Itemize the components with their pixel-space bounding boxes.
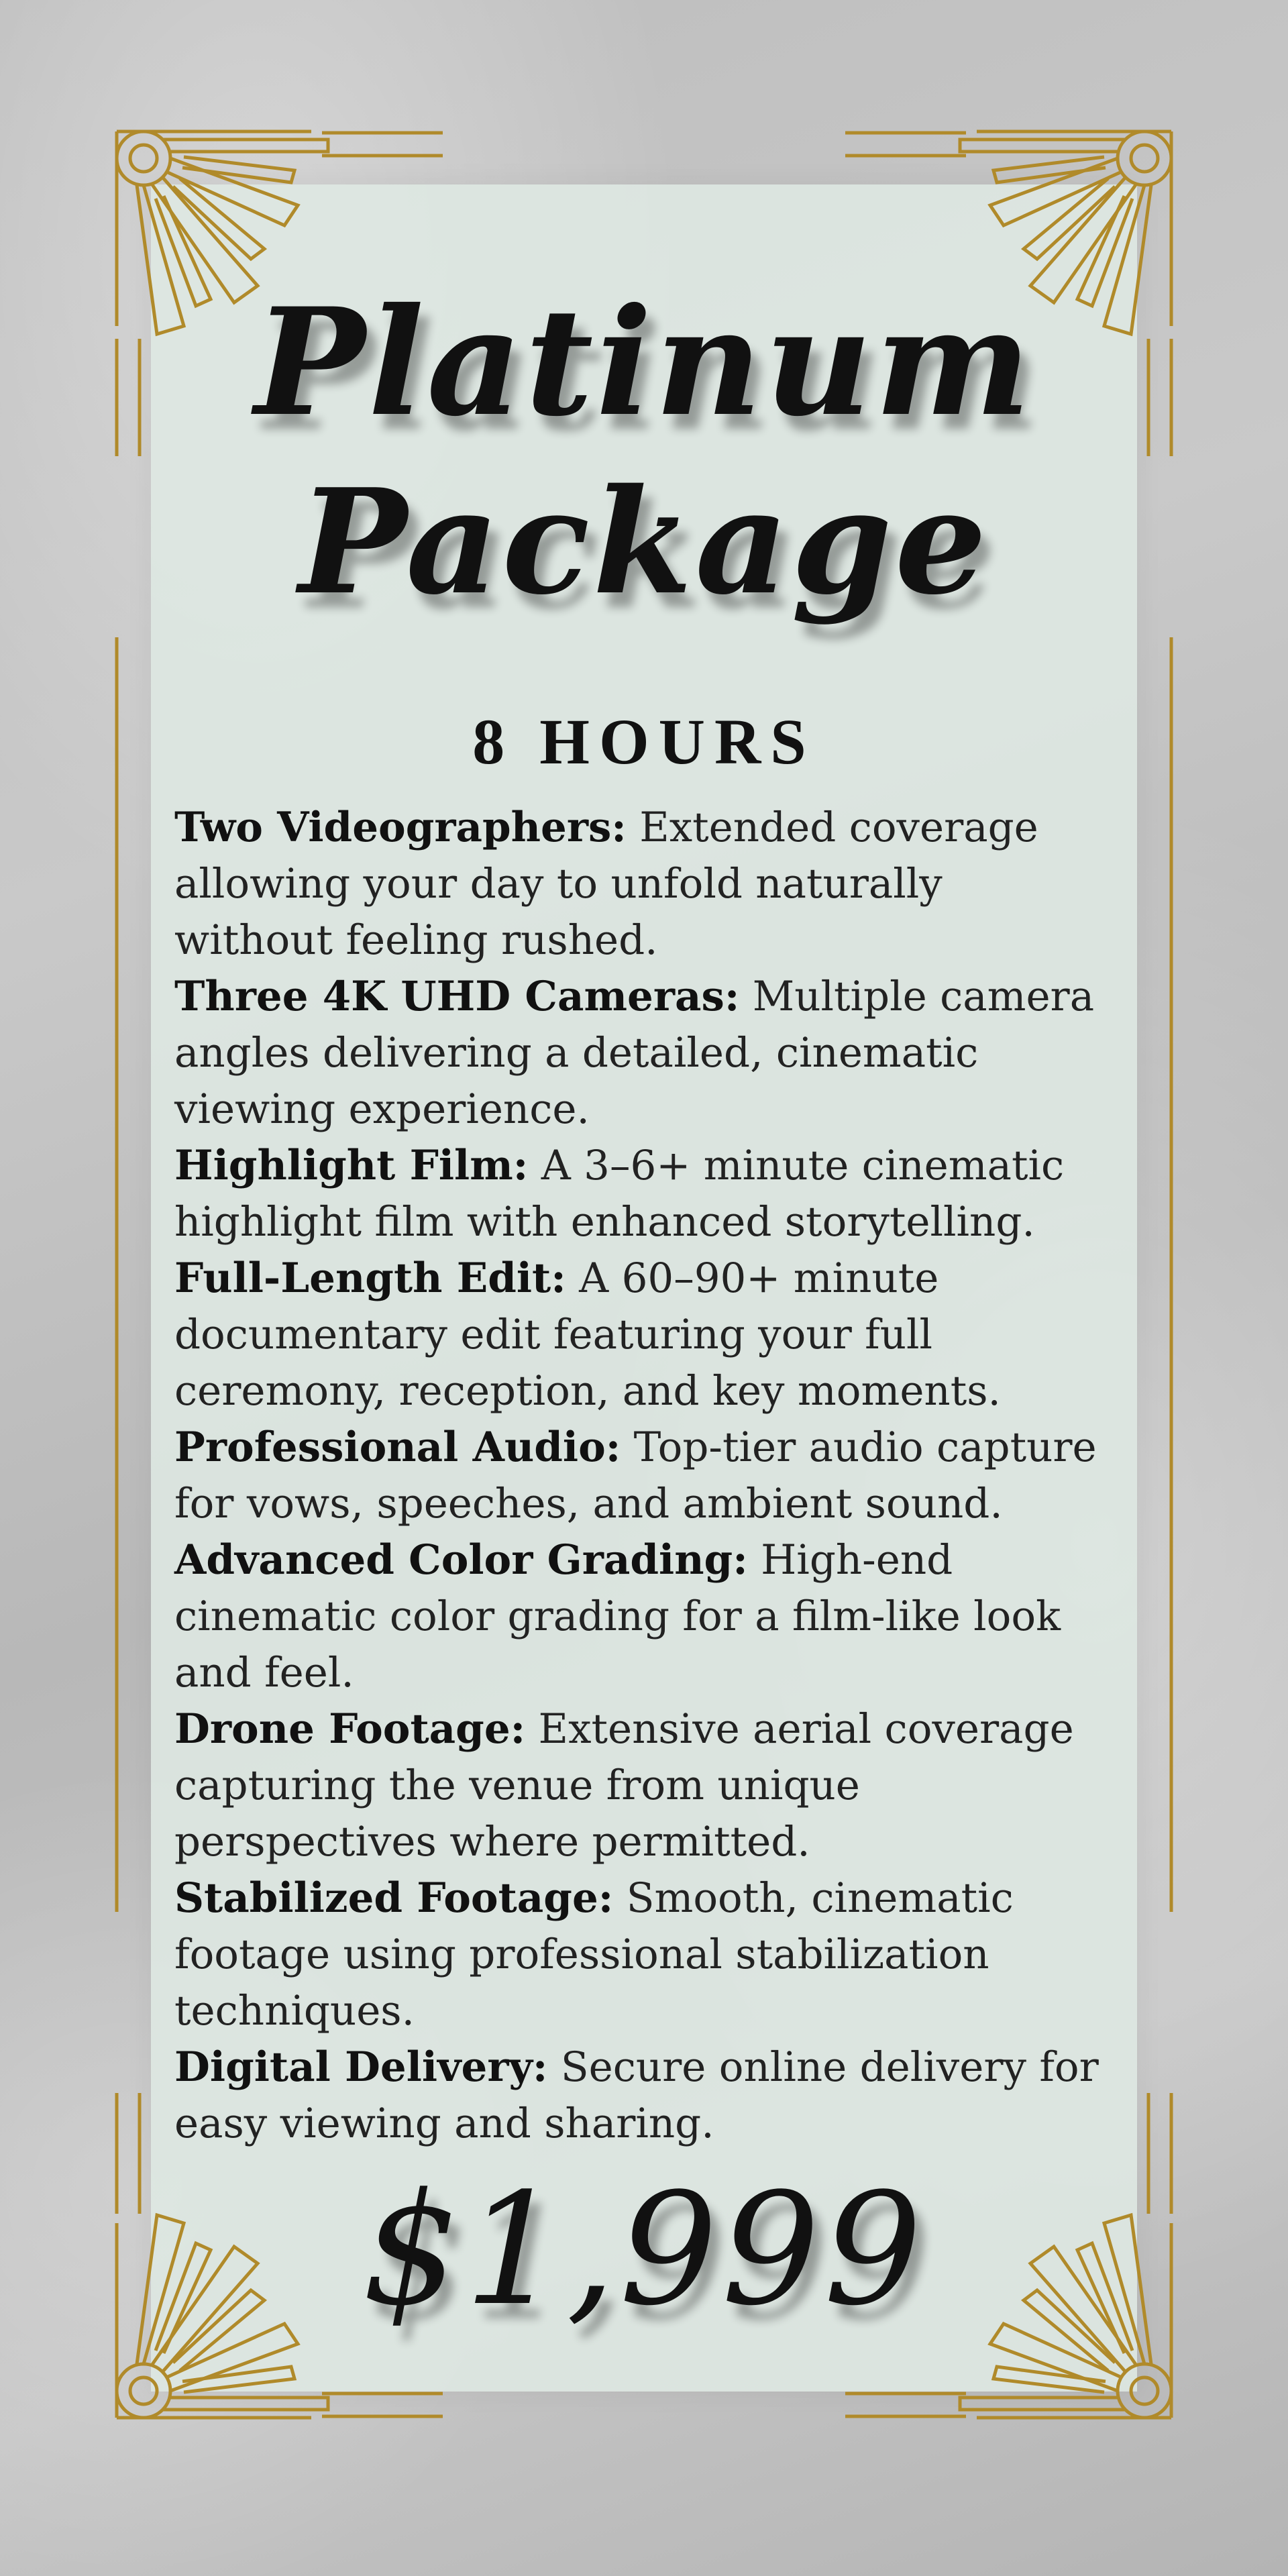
feature-title: Advanced Color Grading: [174,1536,748,1584]
feature-item [174,1870,1114,2039]
feature-description: A 3–6+ minute cinematic highlight film with enhanced storytelling. [174,1142,1065,1246]
feature-item [174,1419,1114,1532]
feature-item [174,1138,1114,1250]
feature-item [174,969,1114,1138]
feature-description: Secure online delivery for easy viewing and sharing. [174,2043,1099,2147]
feature-title: Full-Length Edit: [174,1254,566,1302]
feature-description: A 60–90+ minute documentary edit featuring your full ceremony, reception, and key moments. [174,1254,1001,1415]
feature-title: Digital Delivery: [174,2043,548,2091]
feature-description: High-end cinematic color grading for a film-like look and feel. [174,1536,1061,1697]
feature-item [174,1532,1114,1701]
feature-description: Multiple camera angles delivering a detailed, cinematic viewing experience. [174,973,1095,1133]
feature-title: Drone Footage: [174,1705,526,1753]
feature-title: Stabilized Footage: [174,1874,614,1922]
package-title-line-2: Package [299,457,989,627]
feature-description: Smooth, cinematic footage using professional stabilization techniques. [174,1874,1014,2035]
feature-item [174,2039,1114,2152]
feature-item [174,800,1114,969]
feature-title: Two Videographers: [174,804,627,851]
package-title-line-1: Platinum [254,275,1034,449]
feature-item [174,1250,1114,1419]
feature-list [174,800,1114,2152]
duration-heading: 8 HOURS [472,706,816,777]
feature-description: Top-tier audio capture for vows, speeches, and ambient sound. [174,1424,1097,1527]
feature-item [174,1701,1114,1870]
feature-title: Professional Audio: [174,1424,621,1471]
feature-description: Extended coverage allowing your day to unfold naturally without feeling rushed. [174,804,1038,964]
feature-description: Extensive aerial coverage capturing the venue from unique perspectives where permitted. [174,1705,1074,1866]
feature-title: Highlight Film: [174,1142,529,1189]
package-price: $1,999 [362,2161,926,2340]
feature-title: Three 4K UHD Cameras: [174,973,740,1020]
